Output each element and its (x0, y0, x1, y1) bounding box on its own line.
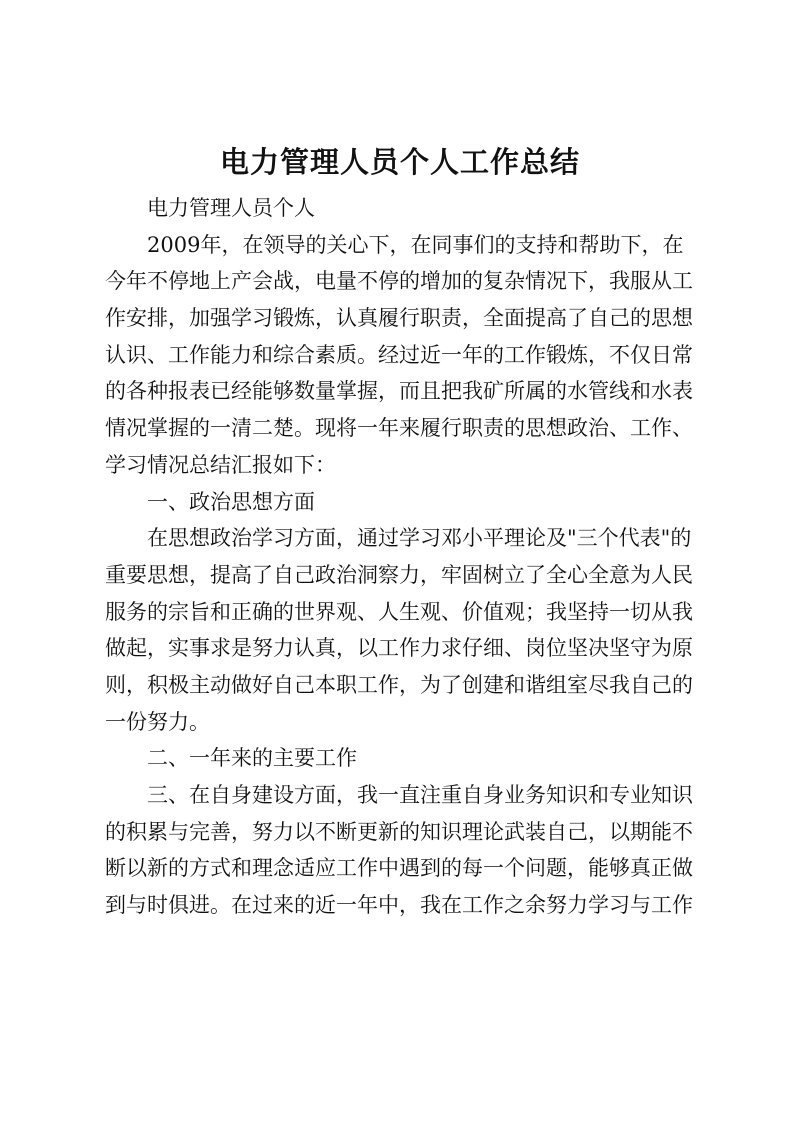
body-line: 服务的宗旨和正确的世界观、人生观、价值观；我坚持一切从我 (105, 599, 693, 624)
document-title: 电力管理人员个人工作总结 (219, 145, 580, 179)
body-line: 重要思想，提高了自己政治洞察力，牢固树立了全心全意为人民 (105, 562, 693, 587)
body-line: 二、一年来的主要工作 (147, 746, 357, 771)
body-line: 2009年，在领导的关心下，在同事们的支持和帮助下，在 (147, 232, 684, 257)
body-line: 三、在自身建设方面，我一直注重自身业务知识和专业知识 (147, 783, 693, 807)
body-line: 学习情况总结汇报如下： (105, 452, 336, 477)
body-line: 做起，实事求是努力认真，以工作力求仔细、岗位坚决坚守为原 (105, 636, 693, 661)
body-line: 则，积极主动做好自己本职工作，为了创建和谐组室尽我自己的 (105, 672, 693, 697)
body-line: 到与时俱进。在过来的近一年中，我在工作之余努力学习与工作 (105, 893, 693, 918)
body-line: 一份努力。 (105, 709, 210, 734)
body-line: 的各种报表已经能够数量掌握，而且把我矿所属的水管线和水表 (105, 379, 693, 404)
body-line: 今年不停地上产会战，电量不停的增加的复杂情况下，我服从工 (105, 269, 693, 294)
document-body (105, 190, 705, 924)
body-line: 在思想政治学习方面，通过学习邓小平理论及"三个代表"的 (147, 526, 692, 551)
body-line: 情况掌握的一清二楚。现将一年来履行职责的思想政治、工作、 (105, 416, 693, 441)
body-line: 作安排，加强学习锻炼，认真履行职责，全面提高了自己的思想 (105, 306, 693, 331)
body-line: 一、政治思想方面 (147, 489, 315, 514)
body-line: 电力管理人员个人 (147, 196, 315, 220)
body-line: 断以新的方式和理念适应工作中遇到的每一个问题，能够真正做 (105, 856, 693, 881)
body-line: 的积累与完善，努力以不断更新的知识理论武装自己，以期能不 (105, 819, 693, 844)
body-line: 认识、工作能力和综合素质。经过近一年的工作锻炼，不仅日常 (105, 342, 693, 367)
